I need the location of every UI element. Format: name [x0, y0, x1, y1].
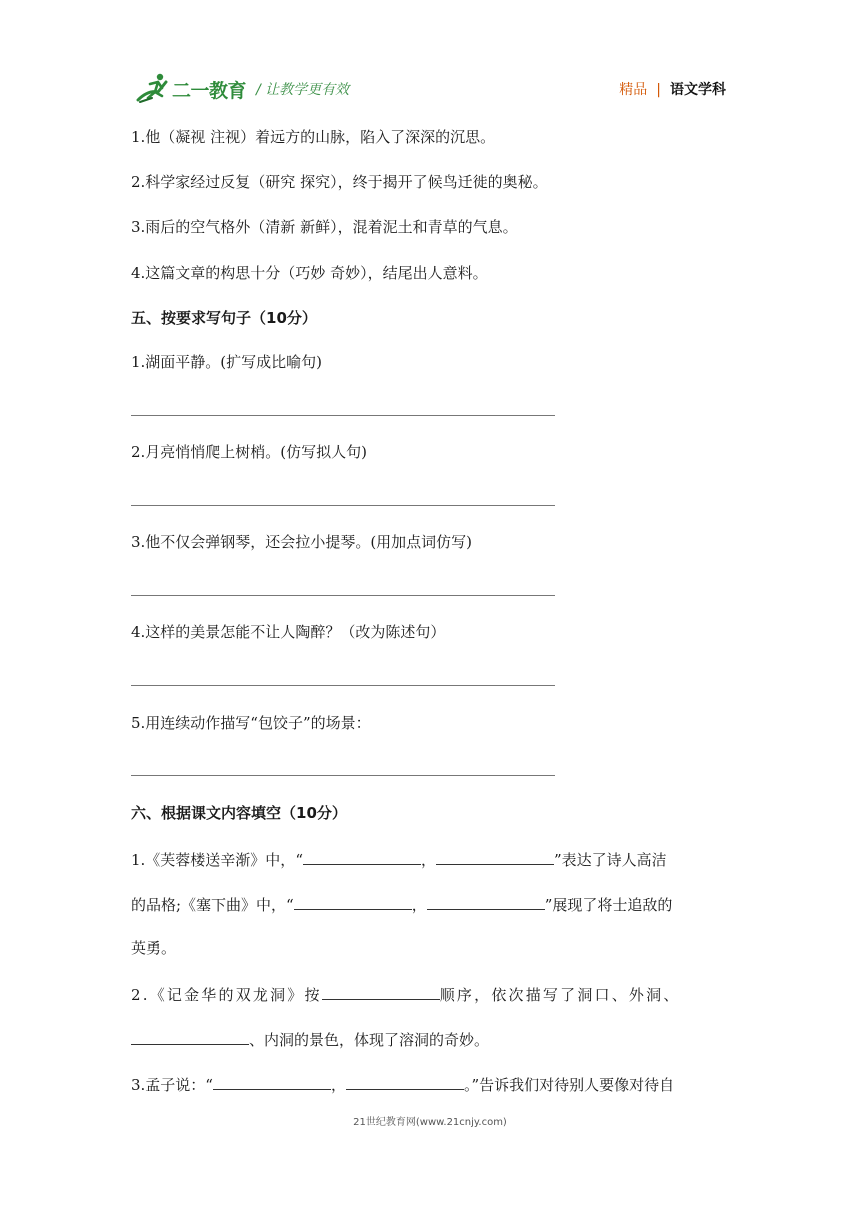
- s5-question-3: 3.他不仅会弹钢琴，还会拉小提琴。(用加点词仿写): [131, 533, 473, 551]
- runner-logo-icon: [136, 72, 172, 104]
- s5-question-2: 2.月亮悄悄爬上树梢。(仿写拟人句): [131, 443, 368, 461]
- page-footer: 21世纪教育网(www.21cnjy.com): [353, 1117, 507, 1128]
- text: ，: [330, 1076, 346, 1094]
- page-header: [136, 72, 726, 104]
- fill-blank[interactable]: [213, 1073, 331, 1090]
- text: ，: [420, 851, 436, 869]
- fill-blank[interactable]: [436, 848, 554, 865]
- fill-blank[interactable]: [131, 1028, 249, 1045]
- word-choice-2: 2.科学家经过反复（研究 探究），终于揭开了候鸟迁徙的奥秘。: [131, 173, 548, 191]
- s6-question-2-line2: [131, 1028, 489, 1050]
- s5-question-4: 4.这样的美景怎能不让人陶醉？（改为陈述句）: [131, 623, 446, 641]
- s5-question-1: 1.湖面平静。(扩写成比喻句): [131, 353, 323, 371]
- fill-blank[interactable]: [346, 1073, 464, 1090]
- text: 2.《记金华的双龙洞》按: [131, 986, 322, 1004]
- s6-question-1-line2: [131, 893, 672, 915]
- fill-blank[interactable]: [322, 983, 440, 1000]
- tag-separator: |: [656, 82, 661, 98]
- answer-line-1[interactable]: [131, 415, 555, 416]
- s6-question-1-line1: [131, 848, 667, 870]
- s6-question-3-line1: [131, 1073, 674, 1095]
- word-choice-1: 1.他（凝视 注视）着远方的山脉，陷入了深深的沉思。: [131, 128, 496, 146]
- header-tags: [619, 79, 726, 99]
- text: 1.《芙蓉楼送辛渐》中，“: [131, 851, 303, 869]
- subject-tag: 语文学科: [670, 82, 726, 98]
- text: ，: [411, 896, 427, 914]
- section-5-title: 五、按要求写句子（10分）: [131, 309, 317, 327]
- answer-line-5[interactable]: [131, 775, 555, 776]
- answer-line-4[interactable]: [131, 685, 555, 686]
- s6-question-2-line1: [131, 983, 681, 1005]
- word-choice-3: 3.雨后的空气格外（清新 新鲜），混着泥土和青草的气息。: [131, 218, 518, 236]
- logo-text: 二一教育: [172, 80, 247, 102]
- text: 的品格;《塞下曲》中，“: [131, 896, 294, 914]
- fill-blank[interactable]: [303, 848, 421, 865]
- answer-line-2[interactable]: [131, 505, 555, 506]
- s6-question-1-line3: 英勇。: [131, 939, 177, 957]
- text: 顺序，依次描写了洞口、外洞、: [439, 986, 681, 1004]
- text: 、内洞的景色，体现了溶洞的奇妙。: [249, 1031, 490, 1049]
- slogan: / 让教学更有效: [256, 82, 350, 98]
- text: ”展现了将士追敌的: [544, 896, 673, 914]
- quality-tag: 精品: [619, 82, 648, 98]
- word-choice-4: 4.这篇文章的构思十分（巧妙 奇妙），结尾出人意料。: [131, 264, 488, 282]
- fill-blank[interactable]: [427, 893, 545, 910]
- section-6-title: 六、根据课文内容填空（10分）: [131, 804, 347, 822]
- answer-line-3[interactable]: [131, 595, 555, 596]
- s5-question-5: 5.用连续动作描写“包饺子”的场景：: [131, 714, 371, 732]
- fill-blank[interactable]: [294, 893, 412, 910]
- text: 3.孟子说：“: [131, 1076, 213, 1094]
- text: ”表达了诗人高洁: [554, 851, 667, 869]
- text: 。”告诉我们对待别人要像对待自: [464, 1076, 675, 1094]
